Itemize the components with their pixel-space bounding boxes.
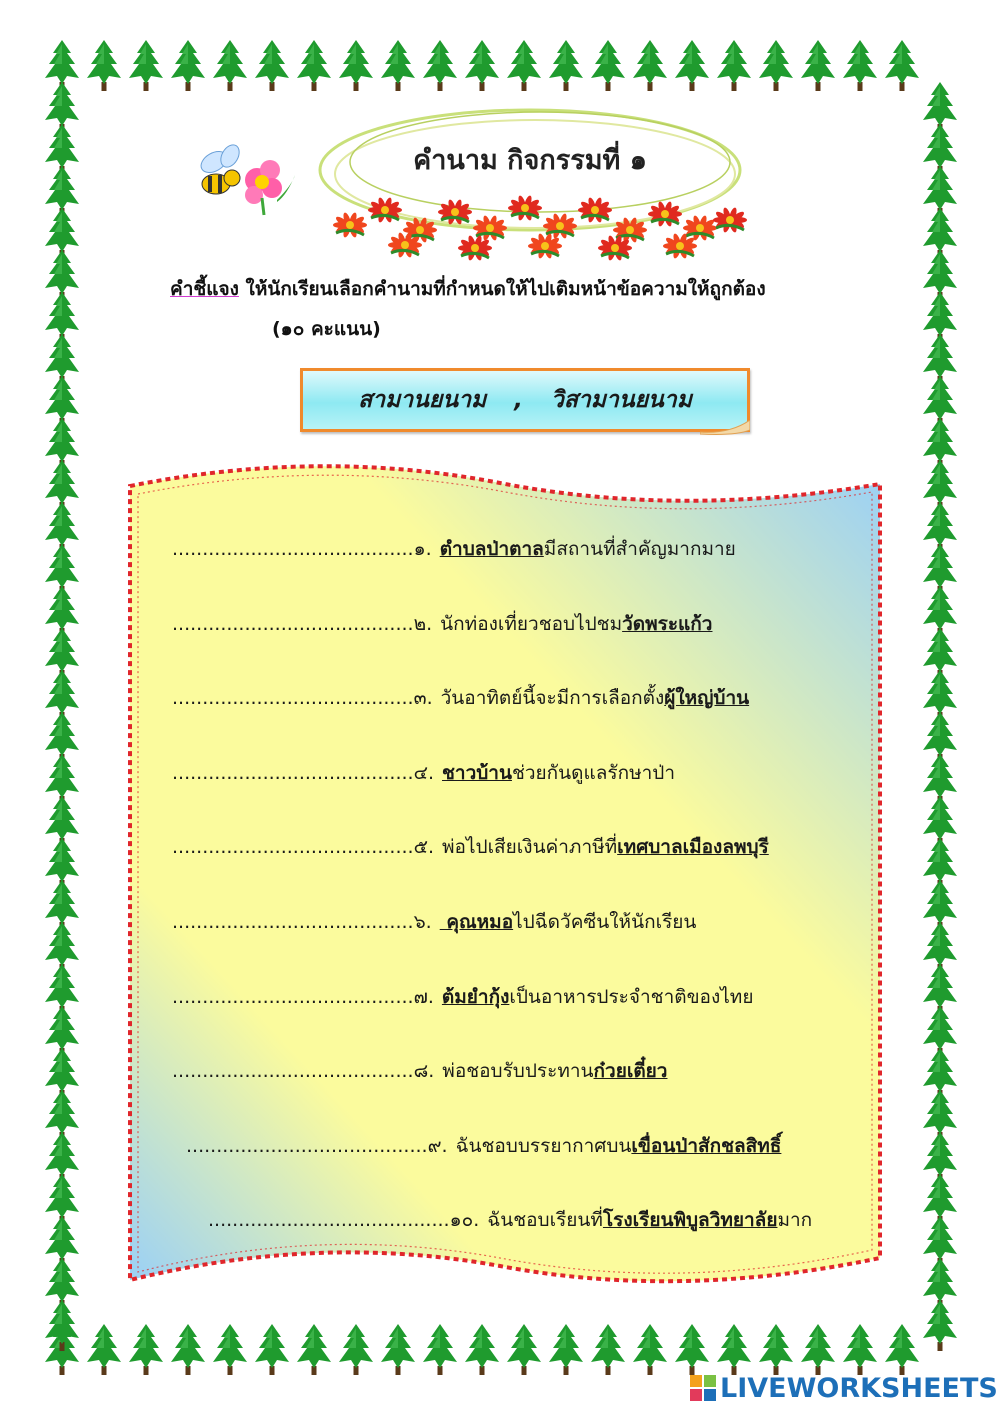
question-item bbox=[172, 1056, 667, 1086]
question-text: ช่วยกันดูแลรักษาป่า bbox=[511, 762, 676, 784]
question-text: มีสถานที่สำคัญมากมาย bbox=[543, 538, 736, 560]
keyword: วัดพระแก้ว bbox=[622, 613, 713, 635]
tree-icon bbox=[675, 40, 709, 91]
tree-icon bbox=[885, 1324, 919, 1375]
tree-icon bbox=[255, 1324, 289, 1375]
tree-icon bbox=[213, 1324, 247, 1375]
question-item bbox=[172, 683, 749, 713]
answer-blank[interactable]: ........................................ bbox=[172, 538, 414, 560]
question-item bbox=[172, 907, 696, 937]
question-item bbox=[172, 609, 712, 639]
question-item bbox=[172, 982, 753, 1012]
word-choice-box bbox=[300, 368, 750, 432]
question-number: ๙. bbox=[427, 1135, 448, 1157]
tree-icon bbox=[255, 40, 289, 91]
tree-icon bbox=[423, 1324, 457, 1375]
instruction bbox=[170, 274, 890, 304]
tree-icon bbox=[129, 40, 163, 91]
question-item bbox=[172, 832, 769, 862]
tree-icon bbox=[549, 1324, 583, 1375]
choice-separator: , bbox=[514, 387, 523, 413]
tree-icon bbox=[923, 1300, 957, 1351]
keyword: ชาวบ้าน bbox=[442, 762, 512, 784]
keyword: ต้มยำกุ้ง bbox=[441, 986, 510, 1008]
question-text: ไปฉีดวัคซีนให้นักเรียน bbox=[513, 911, 697, 933]
tree-icon bbox=[423, 40, 457, 91]
question-number: ๗. bbox=[413, 986, 434, 1008]
instruction-label: คำชี้แจง bbox=[170, 278, 239, 300]
keyword: ตำบลป่าตาล bbox=[439, 538, 544, 560]
question-number: ๘. bbox=[413, 1060, 435, 1082]
answer-blank[interactable]: ........................................ bbox=[172, 911, 414, 933]
question-text: นักท่องเที่ยวชอบไปชม bbox=[440, 613, 623, 635]
instruction-text: ให้นักเรียนเลือกคำนามที่กำหนดให้ไปเติมหน้าข้อความให้ถูกต้อง bbox=[238, 278, 766, 300]
tree-icon bbox=[87, 40, 121, 91]
answer-blank[interactable]: ........................................ bbox=[172, 687, 414, 709]
keyword: ก๋วยเตี๋ยว bbox=[593, 1060, 668, 1082]
tree-icon bbox=[801, 1324, 835, 1375]
tree-icon bbox=[213, 40, 247, 91]
question-text: วันอาทิตย์นี้จะมีการเลือกตั้ง bbox=[440, 687, 665, 709]
tree-icon bbox=[633, 1324, 667, 1375]
question-item bbox=[208, 1205, 812, 1235]
question-number: ๑๐. bbox=[449, 1209, 480, 1231]
answer-blank[interactable]: ........................................ bbox=[172, 836, 414, 858]
tree-icon bbox=[339, 1324, 373, 1375]
answer-blank[interactable]: ........................................ bbox=[186, 1135, 428, 1157]
tree-icon bbox=[339, 40, 373, 91]
title-flower-decoration bbox=[310, 100, 750, 265]
keyword: เขื่อนป่าสักชลสิทธิ์ bbox=[631, 1135, 782, 1157]
tree-icon bbox=[507, 40, 541, 91]
page-title: คำนาม กิจกรรมที่ ๑ bbox=[413, 145, 647, 176]
tree-icon bbox=[297, 1324, 331, 1375]
keyword: เทศบาลเมืองลพบุรี bbox=[617, 836, 769, 858]
answer-blank[interactable]: ........................................ bbox=[172, 1060, 414, 1082]
answer-blank[interactable]: ........................................ bbox=[172, 762, 414, 784]
tree-icon bbox=[801, 40, 835, 91]
tree-icon bbox=[297, 40, 331, 91]
question-text: ฉันชอบเรียนที่ bbox=[487, 1209, 603, 1231]
keyword: ผู้ใหญ่บ้าน bbox=[664, 687, 750, 709]
tree-icon bbox=[171, 40, 205, 91]
tree-icon bbox=[381, 1324, 415, 1375]
tree-icon bbox=[759, 40, 793, 91]
question-text: พ่อชอบรับประทาน bbox=[442, 1060, 594, 1082]
question-number: ๖. bbox=[413, 911, 432, 933]
tree-icon bbox=[591, 1324, 625, 1375]
tree-icon bbox=[885, 40, 919, 91]
tree-icon bbox=[129, 1324, 163, 1375]
choice-option-1: สามานยนาม bbox=[358, 387, 487, 413]
tree-icon bbox=[87, 1324, 121, 1375]
tree-icon bbox=[171, 1324, 205, 1375]
tree-icon bbox=[381, 40, 415, 91]
question-text: มาก bbox=[777, 1209, 813, 1231]
tree-icon bbox=[843, 1324, 877, 1375]
tree-icon bbox=[633, 40, 667, 91]
keyword: คุณหมอ bbox=[439, 911, 514, 933]
question-item bbox=[186, 1131, 781, 1161]
question-number: ๒. bbox=[413, 613, 433, 635]
tree-icon bbox=[465, 40, 499, 91]
question-text: เป็นอาหารประจำชาติของไทย bbox=[509, 986, 754, 1008]
tree-icon bbox=[843, 40, 877, 91]
tree-icon bbox=[591, 40, 625, 91]
choice-option-2: วิสามานยนาม bbox=[550, 387, 692, 413]
tree-icon bbox=[675, 1324, 709, 1375]
tree-icon bbox=[717, 40, 751, 91]
tree-icon bbox=[465, 1324, 499, 1375]
question-number: ๓. bbox=[413, 687, 433, 709]
answer-blank[interactable]: ........................................ bbox=[208, 1209, 450, 1231]
tree-icon bbox=[45, 1300, 79, 1351]
answer-blank[interactable]: ........................................ bbox=[172, 613, 414, 635]
tree-icon bbox=[717, 1324, 751, 1375]
question-text: พ่อไปเสียเงินค่าภาษีที่ bbox=[442, 836, 618, 858]
liveworksheets-logo bbox=[690, 1370, 998, 1406]
page-curl-decoration bbox=[700, 420, 750, 436]
question-number: ๕. bbox=[413, 836, 435, 858]
liveworksheets-logo-icon bbox=[690, 1375, 716, 1401]
question-banner bbox=[120, 458, 890, 1308]
tree-icon bbox=[759, 1324, 793, 1375]
keyword: โรงเรียนพิบูลวิทยาลัย bbox=[602, 1209, 778, 1231]
tree-icon bbox=[549, 40, 583, 91]
question-text: ฉันชอบบรรยากาศบน bbox=[455, 1135, 632, 1157]
liveworksheets-logo-text: LIVEWORKSHEETS bbox=[720, 1372, 998, 1404]
tree-icon bbox=[507, 1324, 541, 1375]
question-number: ๔. bbox=[413, 762, 435, 784]
bee-flower-icon bbox=[192, 140, 302, 220]
question-item bbox=[172, 758, 675, 788]
instruction-score: (๑๐ คะแนน) bbox=[272, 318, 381, 340]
question-item bbox=[172, 534, 736, 564]
question-number: ๑. bbox=[413, 538, 432, 560]
answer-blank[interactable]: ........................................ bbox=[172, 986, 414, 1008]
